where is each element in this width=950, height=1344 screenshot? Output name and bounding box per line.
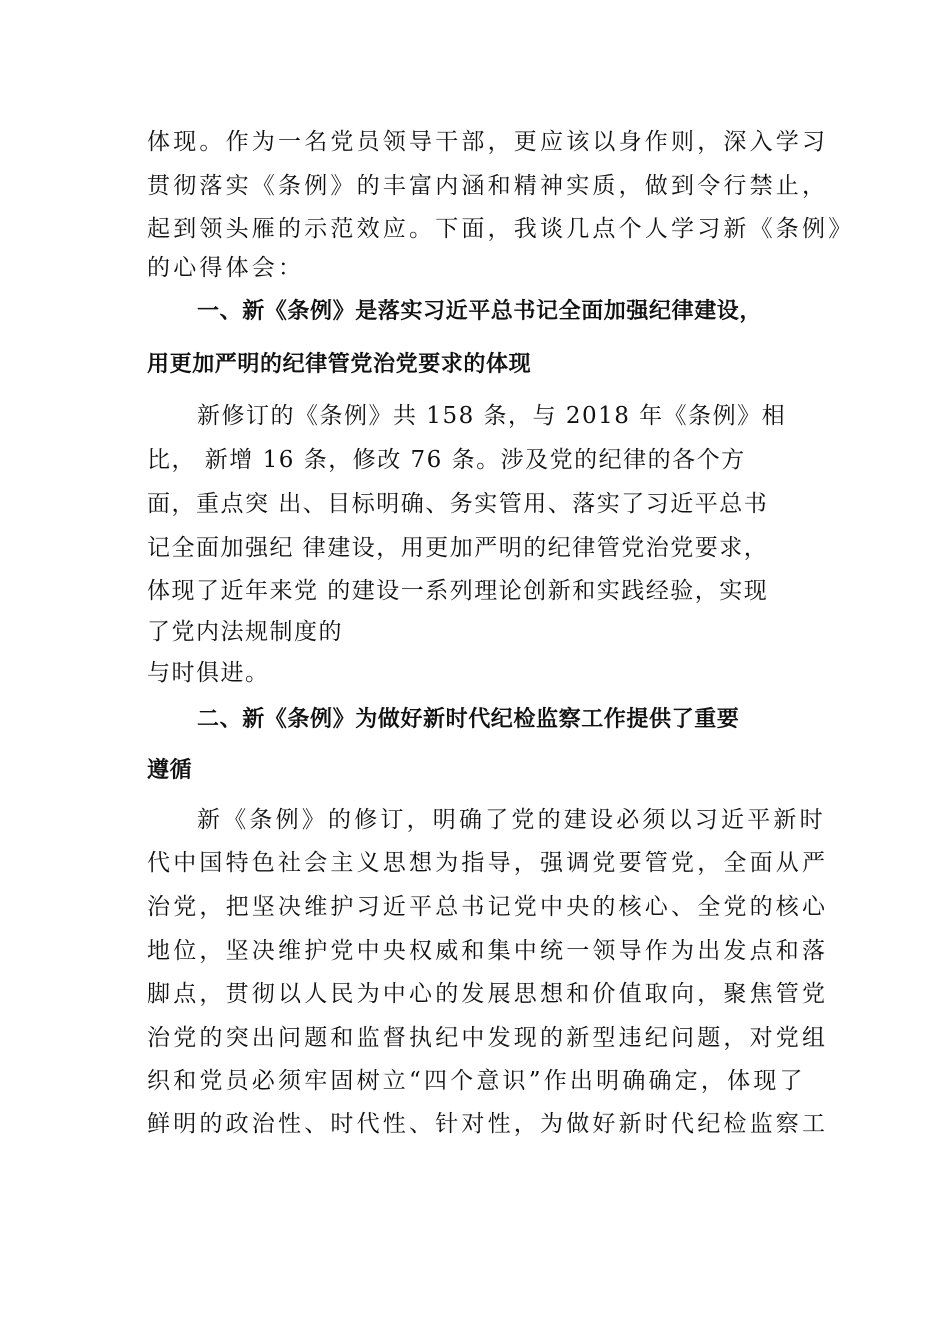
text-line: 织和党员必须牢固树立“四个意识”作出明确确定，体现了 — [147, 1068, 806, 1094]
heading-line: 二、新《条例》为做好新时代纪检监察工作提供了重要 — [197, 707, 740, 732]
text-line: 的心得体会： — [147, 255, 305, 281]
text-line: 了党内法规制度的 — [147, 619, 343, 645]
heading-line: 一、新《条例》是落实习近平总书记全面加强纪律建设， — [197, 299, 763, 324]
text-line: 起到领头雁的示范效应。下面，我谈几点个人学习新《条例》 — [147, 216, 855, 242]
text-line: 体现。作为一名党员领导干部，更应该以身作则，深入学习 — [147, 129, 829, 155]
heading-line: 遵循 — [147, 758, 193, 783]
heading-line: 用更加严明的纪律管党治党要求的体现 — [147, 352, 532, 377]
text-line: 鲜明的政治性、时代性、针对性，为做好新时代纪检监察工 — [147, 1111, 829, 1137]
text-line: 新《条例》的修订，明确了党的建设必须以习近平新时 — [197, 807, 826, 833]
text-line: 治党的突出问题和监督执纪中发现的新型违纪问题，对党组 — [147, 1025, 829, 1051]
text-line: 贯彻落实《条例》的丰富内涵和精神实质，做到令行禁止， — [147, 173, 829, 199]
text-line: 比， 新增 16 条，修改 76 条。涉及党的纪律的各个方 — [147, 447, 746, 473]
text-line: 新修订的《条例》共 158 条，与 2018 年《条例》相 — [197, 403, 787, 429]
text-line: 面，重点突 出、目标明确、务实管用、落实了习近平总书 — [147, 491, 769, 517]
text-line: 与时俱进。 — [147, 660, 270, 686]
text-line: 脚点，贯彻以人民为中心的发展思想和价值取向，聚焦管党 — [147, 981, 829, 1007]
text-line: 记全面加强纪 律建设，用更加严明的纪律管党治党要求， — [147, 535, 769, 561]
text-line: 代中国特色社会主义思想为指导，强调党要管党，全面从严 — [147, 850, 829, 876]
text-line: 体现了近年来党 的建设一系列理论创新和实践经验，实现 — [147, 578, 769, 604]
text-line: 治党，把坚决维护习近平总书记党中央的核心、全党的核心 — [147, 894, 829, 920]
text-line: 地位，坚决维护党中央权威和集中统一领导作为出发点和落 — [147, 938, 829, 964]
